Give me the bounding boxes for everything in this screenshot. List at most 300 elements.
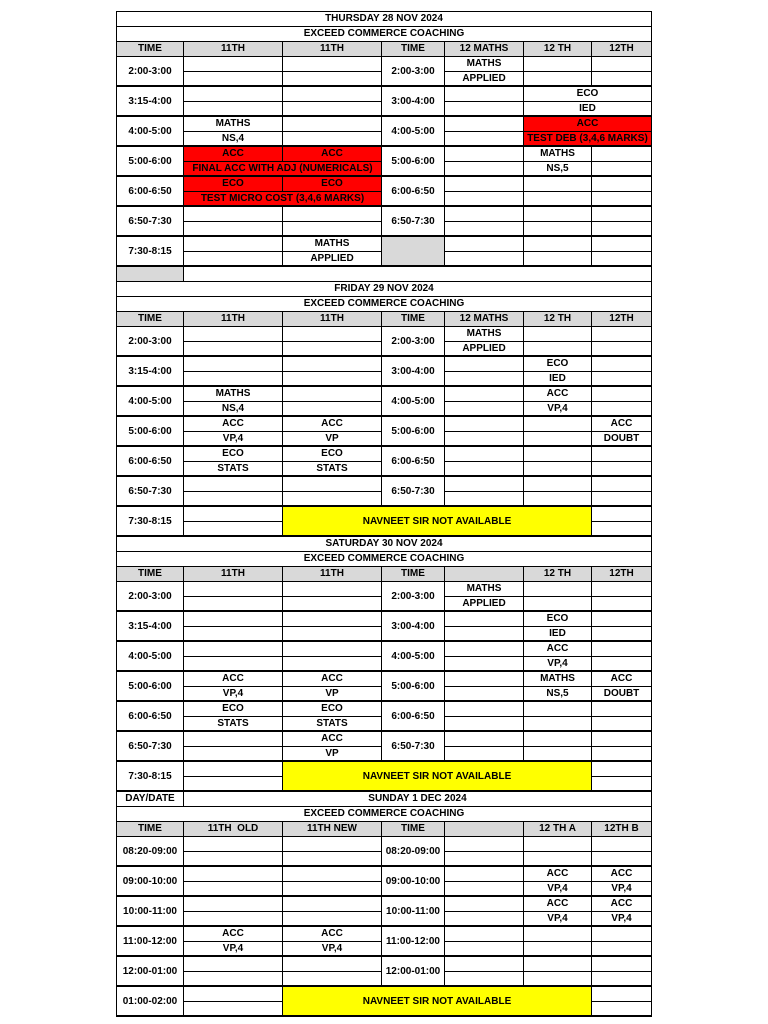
empty-cell xyxy=(184,762,282,776)
empty-cell xyxy=(524,732,591,746)
class-detail: TEST MICRO COST (3,4,6 MARKS) xyxy=(184,192,381,206)
timetable xyxy=(116,11,652,1017)
empty-cell xyxy=(592,987,651,1001)
empty-cell xyxy=(283,897,381,911)
column-header: TIME xyxy=(382,312,444,326)
time-cell-right: 2:00-3:00 xyxy=(382,582,444,611)
empty-cell xyxy=(524,342,591,356)
time-cell-right: 2:00-3:00 xyxy=(382,327,444,356)
availability-notice: NAVNEET SIR NOT AVAILABLE xyxy=(283,987,591,1016)
time-cell-right: 6:00-6:50 xyxy=(382,447,444,476)
empty-cell xyxy=(524,57,591,71)
time-cell: 7:30-8:15 xyxy=(117,237,183,266)
column-header: TIME xyxy=(117,567,183,581)
empty-cell xyxy=(184,1002,282,1016)
time-cell: 11:00-12:00 xyxy=(117,927,183,956)
time-cell-right: 4:00-5:00 xyxy=(382,117,444,146)
class-subject: ACC xyxy=(184,147,282,161)
time-cell: 2:00-3:00 xyxy=(117,582,183,611)
empty-cell xyxy=(592,972,651,986)
empty-cell xyxy=(445,897,523,911)
empty-cell xyxy=(283,57,381,71)
time-cell-right: 09:00-10:00 xyxy=(382,867,444,896)
time-cell: 3:15-4:00 xyxy=(117,612,183,641)
empty-cell xyxy=(592,732,651,746)
empty-cell xyxy=(524,597,591,611)
day-title: FRIDAY 29 NOV 2024 xyxy=(117,282,651,296)
blank-cell xyxy=(184,267,651,281)
empty-cell xyxy=(592,717,651,731)
empty-cell xyxy=(445,612,523,626)
class-subject: MATHS xyxy=(445,582,523,596)
empty-cell xyxy=(592,72,651,86)
empty-cell xyxy=(283,642,381,656)
empty-cell xyxy=(445,102,523,116)
column-header: 12 TH xyxy=(524,42,591,56)
empty-cell xyxy=(184,957,282,971)
class-detail: TEST DEB (3,4,6 MARKS) xyxy=(524,132,651,146)
column-header: 12TH xyxy=(592,567,651,581)
class-subject: ACC xyxy=(283,672,381,686)
column-header: TIME xyxy=(382,822,444,836)
empty-cell xyxy=(445,747,523,761)
class-subject: ECO xyxy=(184,447,282,461)
class-subject: ECO xyxy=(524,612,591,626)
empty-cell xyxy=(445,732,523,746)
day-date-label: DAY/DATE xyxy=(117,792,183,806)
availability-notice: NAVNEET SIR NOT AVAILABLE xyxy=(283,507,591,536)
empty-cell xyxy=(445,372,523,386)
empty-cell xyxy=(445,117,523,131)
empty-cell xyxy=(184,582,282,596)
empty-cell xyxy=(283,837,381,851)
empty-cell xyxy=(184,522,282,536)
empty-cell xyxy=(524,837,591,851)
empty-cell xyxy=(592,582,651,596)
class-subject: ACC xyxy=(592,417,651,431)
empty-cell xyxy=(445,972,523,986)
class-detail: IED xyxy=(524,372,591,386)
class-subject: ECO xyxy=(184,702,282,716)
empty-cell xyxy=(592,357,651,371)
empty-cell xyxy=(524,972,591,986)
empty-cell xyxy=(184,207,282,221)
empty-cell xyxy=(524,237,591,251)
empty-cell xyxy=(184,252,282,266)
empty-cell xyxy=(445,132,523,146)
column-header xyxy=(445,567,523,581)
class-subject: ACC xyxy=(524,642,591,656)
empty-cell xyxy=(592,222,651,236)
empty-cell xyxy=(445,447,523,461)
time-cell: 08:20-09:00 xyxy=(117,837,183,866)
empty-cell xyxy=(592,177,651,191)
day-title: THURSDAY 28 NOV 2024 xyxy=(117,12,651,26)
time-cell: 4:00-5:00 xyxy=(117,387,183,416)
empty-cell xyxy=(592,627,651,641)
class-subject: ECO xyxy=(524,357,591,371)
empty-cell xyxy=(592,507,651,521)
class-detail: NS,4 xyxy=(184,402,282,416)
class-detail: APPLIED xyxy=(445,72,523,86)
class-subject: ECO xyxy=(283,177,381,191)
empty-cell xyxy=(184,477,282,491)
class-subject: ACC xyxy=(283,927,381,941)
empty-cell xyxy=(184,612,282,626)
empty-cell xyxy=(445,462,523,476)
empty-cell xyxy=(524,327,591,341)
class-subject: ACC xyxy=(524,897,591,911)
empty-cell xyxy=(184,987,282,1001)
day-title: SUNDAY 1 DEC 2024 xyxy=(184,792,651,806)
empty-cell xyxy=(184,57,282,71)
time-cell: 01:00-02:00 xyxy=(117,987,183,1016)
empty-cell xyxy=(283,222,381,236)
empty-cell xyxy=(445,147,523,161)
empty-cell xyxy=(445,357,523,371)
time-cell: 6:50-7:30 xyxy=(117,207,183,236)
column-header: 11TH xyxy=(184,312,282,326)
empty-cell xyxy=(592,57,651,71)
class-subject: ACC xyxy=(592,672,651,686)
class-detail: APPLIED xyxy=(445,597,523,611)
class-detail: VP,4 xyxy=(592,912,651,926)
empty-cell xyxy=(524,582,591,596)
column-header: 12 TH A xyxy=(524,822,591,836)
class-subject: ACC xyxy=(184,417,282,431)
time-cell: 4:00-5:00 xyxy=(117,117,183,146)
empty-cell xyxy=(445,642,523,656)
class-detail: DOUBT xyxy=(592,432,651,446)
column-header: TIME xyxy=(382,567,444,581)
empty-cell xyxy=(283,867,381,881)
empty-cell xyxy=(445,222,523,236)
column-header: 12TH xyxy=(592,42,651,56)
empty-cell xyxy=(524,177,591,191)
time-cell-right: 5:00-6:00 xyxy=(382,672,444,701)
time-cell-right: 3:00-4:00 xyxy=(382,612,444,641)
empty-cell xyxy=(283,207,381,221)
empty-cell xyxy=(184,102,282,116)
empty-cell xyxy=(283,612,381,626)
time-cell: 3:15-4:00 xyxy=(117,87,183,116)
column-header: 12 TH xyxy=(524,312,591,326)
column-header: 11TH OLD xyxy=(184,822,282,836)
empty-cell xyxy=(524,462,591,476)
empty-cell xyxy=(184,597,282,611)
class-subject: ECO xyxy=(524,87,651,101)
empty-cell xyxy=(524,432,591,446)
empty-cell xyxy=(445,942,523,956)
column-header: 12TH B xyxy=(592,822,651,836)
empty-cell xyxy=(592,702,651,716)
class-detail: NS,4 xyxy=(184,132,282,146)
time-cell-right: 4:00-5:00 xyxy=(382,387,444,416)
time-cell: 5:00-6:00 xyxy=(117,417,183,446)
time-cell-right: 5:00-6:00 xyxy=(382,417,444,446)
empty-cell xyxy=(283,402,381,416)
time-cell-right: 3:00-4:00 xyxy=(382,87,444,116)
class-detail: VP xyxy=(283,687,381,701)
empty-cell xyxy=(184,357,282,371)
empty-cell xyxy=(283,582,381,596)
class-subject: ACC xyxy=(184,672,282,686)
column-header: 11TH xyxy=(283,312,381,326)
class-detail: IED xyxy=(524,102,651,116)
empty-cell xyxy=(592,387,651,401)
empty-cell xyxy=(184,342,282,356)
availability-notice: NAVNEET SIR NOT AVAILABLE xyxy=(283,762,591,791)
column-header: 12 MATHS xyxy=(445,42,523,56)
class-detail: VP,4 xyxy=(524,882,591,896)
empty-cell xyxy=(184,222,282,236)
empty-cell xyxy=(524,747,591,761)
empty-cell xyxy=(445,957,523,971)
class-detail: VP,4 xyxy=(184,942,282,956)
empty-cell xyxy=(445,162,523,176)
empty-cell xyxy=(524,222,591,236)
class-detail: VP,4 xyxy=(184,687,282,701)
time-cell: 2:00-3:00 xyxy=(117,57,183,86)
class-detail: FINAL ACC WITH ADJ (NUMERICALS) xyxy=(184,162,381,176)
empty-cell xyxy=(445,702,523,716)
empty-cell xyxy=(592,402,651,416)
empty-cell xyxy=(283,627,381,641)
time-cell: 12:00-01:00 xyxy=(117,957,183,986)
empty-cell xyxy=(184,657,282,671)
empty-cell xyxy=(445,177,523,191)
empty-cell xyxy=(592,192,651,206)
column-header: 11TH xyxy=(184,42,282,56)
class-detail: VP xyxy=(283,747,381,761)
empty-cell xyxy=(592,147,651,161)
empty-cell xyxy=(592,777,651,791)
empty-cell xyxy=(524,942,591,956)
empty-cell xyxy=(184,837,282,851)
empty-cell xyxy=(184,777,282,791)
class-detail: VP,4 xyxy=(524,402,591,416)
institute-name: EXCEED COMMERCE COACHING xyxy=(117,807,651,821)
empty-cell xyxy=(184,642,282,656)
empty-cell xyxy=(592,237,651,251)
empty-cell xyxy=(184,897,282,911)
empty-cell xyxy=(445,402,523,416)
empty-cell xyxy=(592,1002,651,1016)
time-cell: 6:50-7:30 xyxy=(117,477,183,506)
empty-cell xyxy=(283,912,381,926)
time-cell: 5:00-6:00 xyxy=(117,147,183,176)
time-cell: 6:00-6:50 xyxy=(117,447,183,476)
empty-cell xyxy=(184,327,282,341)
class-subject: MATHS xyxy=(524,147,591,161)
class-subject: MATHS xyxy=(445,327,523,341)
empty-cell xyxy=(524,192,591,206)
empty-cell xyxy=(184,912,282,926)
empty-cell xyxy=(283,387,381,401)
empty-cell xyxy=(283,852,381,866)
class-subject: ACC xyxy=(524,117,651,131)
time-cell-right: 2:00-3:00 xyxy=(382,57,444,86)
empty-cell xyxy=(592,612,651,626)
empty-cell xyxy=(283,72,381,86)
empty-cell xyxy=(524,852,591,866)
empty-cell xyxy=(592,462,651,476)
empty-cell xyxy=(592,942,651,956)
empty-cell xyxy=(592,597,651,611)
class-detail: APPLIED xyxy=(283,252,381,266)
empty-cell xyxy=(592,477,651,491)
empty-cell xyxy=(283,357,381,371)
empty-cell xyxy=(445,687,523,701)
column-header: TIME xyxy=(117,312,183,326)
class-subject: ACC xyxy=(524,867,591,881)
time-cell: 2:00-3:00 xyxy=(117,327,183,356)
empty-cell xyxy=(445,867,523,881)
empty-cell xyxy=(184,72,282,86)
time-cell-right: 3:00-4:00 xyxy=(382,357,444,386)
empty-cell xyxy=(283,102,381,116)
empty-cell xyxy=(592,252,651,266)
empty-cell xyxy=(524,252,591,266)
time-cell: 6:00-6:50 xyxy=(117,177,183,206)
empty-cell xyxy=(283,342,381,356)
time-cell-right: 6:50-7:30 xyxy=(382,477,444,506)
empty-cell xyxy=(445,87,523,101)
empty-cell xyxy=(283,882,381,896)
time-cell-right xyxy=(382,237,444,266)
column-header: 12TH xyxy=(592,312,651,326)
empty-cell xyxy=(283,132,381,146)
class-subject: ACC xyxy=(283,417,381,431)
empty-cell xyxy=(445,252,523,266)
empty-cell xyxy=(592,162,651,176)
time-cell: 7:30-8:15 xyxy=(117,507,183,536)
empty-cell xyxy=(283,477,381,491)
empty-cell xyxy=(445,207,523,221)
empty-cell xyxy=(592,747,651,761)
empty-cell xyxy=(592,762,651,776)
empty-cell xyxy=(184,492,282,506)
day-title: SATURDAY 30 NOV 2024 xyxy=(117,537,651,551)
class-detail: VP xyxy=(283,432,381,446)
empty-cell xyxy=(592,657,651,671)
empty-cell xyxy=(445,627,523,641)
empty-cell xyxy=(445,672,523,686)
empty-cell xyxy=(445,432,523,446)
empty-cell xyxy=(184,852,282,866)
empty-cell xyxy=(283,957,381,971)
column-header: 12 TH xyxy=(524,567,591,581)
class-subject: ACC xyxy=(184,927,282,941)
empty-cell xyxy=(283,972,381,986)
empty-cell xyxy=(524,492,591,506)
empty-cell xyxy=(592,207,651,221)
time-cell: 3:15-4:00 xyxy=(117,357,183,386)
empty-cell xyxy=(592,327,651,341)
empty-cell xyxy=(184,972,282,986)
time-cell-right: 6:00-6:50 xyxy=(382,177,444,206)
class-detail: STATS xyxy=(283,717,381,731)
empty-cell xyxy=(283,657,381,671)
empty-cell xyxy=(184,237,282,251)
class-subject: ACC xyxy=(283,147,381,161)
time-cell-right: 11:00-12:00 xyxy=(382,927,444,956)
empty-cell xyxy=(524,207,591,221)
empty-cell xyxy=(184,882,282,896)
time-cell-right: 5:00-6:00 xyxy=(382,147,444,176)
empty-cell xyxy=(445,912,523,926)
time-cell: 7:30-8:15 xyxy=(117,762,183,791)
class-detail: IED xyxy=(524,627,591,641)
class-subject: ACC xyxy=(592,867,651,881)
empty-cell xyxy=(524,702,591,716)
empty-cell xyxy=(592,372,651,386)
empty-cell xyxy=(445,837,523,851)
institute-name: EXCEED COMMERCE COACHING xyxy=(117,552,651,566)
empty-cell xyxy=(592,522,651,536)
time-cell-right: 4:00-5:00 xyxy=(382,642,444,671)
column-header: TIME xyxy=(117,822,183,836)
time-cell-right: 12:00-01:00 xyxy=(382,957,444,986)
class-subject: ACC xyxy=(592,897,651,911)
class-detail: STATS xyxy=(184,462,282,476)
empty-cell xyxy=(445,192,523,206)
empty-cell xyxy=(524,477,591,491)
empty-cell xyxy=(524,717,591,731)
empty-cell xyxy=(184,867,282,881)
column-header: 11TH xyxy=(283,42,381,56)
empty-cell xyxy=(283,87,381,101)
time-cell-right: 6:00-6:50 xyxy=(382,702,444,731)
blank-cell xyxy=(117,267,183,281)
empty-cell xyxy=(283,372,381,386)
empty-cell xyxy=(524,957,591,971)
empty-cell xyxy=(184,372,282,386)
empty-cell xyxy=(184,507,282,521)
time-cell-right: 6:50-7:30 xyxy=(382,732,444,761)
empty-cell xyxy=(445,477,523,491)
time-cell: 5:00-6:00 xyxy=(117,672,183,701)
time-cell-right: 10:00-11:00 xyxy=(382,897,444,926)
class-detail: DOUBT xyxy=(592,687,651,701)
class-detail: VP,4 xyxy=(524,912,591,926)
empty-cell xyxy=(592,957,651,971)
column-header: 11TH xyxy=(184,567,282,581)
empty-cell xyxy=(445,927,523,941)
empty-cell xyxy=(445,387,523,401)
empty-cell xyxy=(445,882,523,896)
empty-cell xyxy=(445,417,523,431)
institute-name: EXCEED COMMERCE COACHING xyxy=(117,27,651,41)
class-subject: ECO xyxy=(283,447,381,461)
class-subject: MATHS xyxy=(184,387,282,401)
empty-cell xyxy=(592,447,651,461)
class-detail: VP,4 xyxy=(283,942,381,956)
empty-cell xyxy=(524,417,591,431)
time-cell-right: 08:20-09:00 xyxy=(382,837,444,866)
empty-cell xyxy=(524,447,591,461)
class-detail: VP,4 xyxy=(592,882,651,896)
time-cell: 6:00-6:50 xyxy=(117,702,183,731)
empty-cell xyxy=(283,117,381,131)
column-header: 11TH NEW xyxy=(283,822,381,836)
empty-cell xyxy=(592,927,651,941)
empty-cell xyxy=(592,837,651,851)
class-subject: ACC xyxy=(524,387,591,401)
empty-cell xyxy=(592,852,651,866)
empty-cell xyxy=(184,747,282,761)
column-header: 12 MATHS xyxy=(445,312,523,326)
